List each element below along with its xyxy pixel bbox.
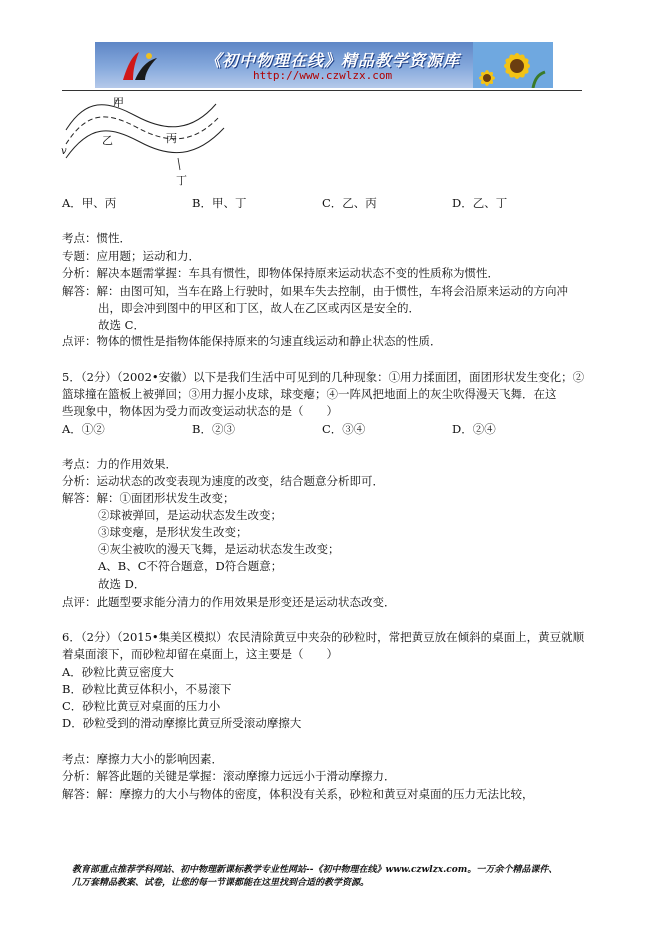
- label-yi: 乙: [102, 134, 113, 147]
- q6-kaodian: 考点：摩擦力大小的影响因素．: [62, 752, 223, 766]
- q4-kaodian: 考点：惯性．: [62, 231, 131, 245]
- sunflower-icon: [473, 42, 553, 88]
- q5-option-c: C．③④: [322, 422, 366, 436]
- header-banner: [95, 42, 553, 88]
- q6-option-d: D．砂粒受到的滑动摩擦比黄豆所受滚动摩擦大: [62, 716, 302, 730]
- road-edge-lower: [66, 128, 224, 158]
- road-edge-upper: [66, 104, 216, 130]
- q4-option-c: C．乙、丙: [322, 196, 377, 210]
- q6-stem-line1: 6．（2分）（2015•集美区模拟）农民清除黄豆中夹杂的砂粒时，常把黄豆放在倾斜的桌面上，黄豆就顺: [62, 630, 585, 644]
- footer-line2: 几万套精品教案、试卷，让您的每一节课都能在这里找到合适的教学资源。: [72, 878, 370, 888]
- q5-jieda-line5: A、B、C不符合题意，D符合题意；: [98, 559, 283, 573]
- q5-jieda-line3: ③球变瘪，是形状发生改变；: [98, 525, 248, 539]
- q5-stem-line2: 篮球撞在篮板上被弹回；③用力握小皮球，球变瘪；④一阵风把地面上的灰尘吹得漫天飞舞．在这: [62, 387, 557, 401]
- footer-line1: 教育部重点推荐学科网站、初中物理新课标教学专业性网站--《初中物理在线》www.czwlzx.com。一万余个精品课件、: [72, 865, 558, 875]
- logo-icon: [119, 48, 159, 84]
- q5-jieda-line2: ②球被弹回，是运动状态发生改变；: [98, 508, 282, 522]
- q6-option-c: C．砂粒比黄豆对桌面的压力小: [62, 699, 221, 713]
- q4-option-a: A．甲、丙: [62, 196, 117, 210]
- q5-stem-line3: 些现象中，物体因为受力而改变运动状态的是（ ）: [62, 404, 338, 418]
- q4-dianping: 点评：物体的惯性是指物体能保持原来的匀速直线运动和静止状态的性质．: [62, 334, 442, 348]
- q6-fenxi: 分析：解答此题的关键是掌握：滚动摩擦力远远小于滑动摩擦力．: [62, 769, 396, 783]
- road-diagram: [58, 92, 238, 192]
- q4-zhuanti: 专题：应用题；运动和力．: [62, 249, 200, 263]
- q6-option-a: A．砂粒比黄豆密度大: [62, 665, 174, 679]
- label-jia: 甲: [113, 96, 124, 109]
- q5-kaodian: 考点：力的作用效果．: [62, 457, 177, 471]
- q4-option-d: D．乙、丁: [452, 196, 508, 210]
- q5-fenxi: 分析：运动状态的改变表现为速度的改变，结合题意分析即可．: [62, 474, 384, 488]
- ding-pointer: [178, 158, 180, 170]
- q5-option-d: D．②④: [452, 422, 496, 436]
- q5-option-b: B．②③: [192, 422, 235, 436]
- q6-jieda-line1: 解答：解：摩擦力的大小与物体的密度，体积没有关系，砂粒和黄豆对桌面的压力无法比较，: [62, 787, 534, 801]
- label-v: v: [61, 146, 67, 157]
- header-rule: [62, 90, 582, 91]
- label-bing: 丙: [166, 132, 177, 145]
- q4-jieda-line1: 解答：解：由图可知，当车在路上行驶时，如果车失去控制，由于惯性，车将会沿原来运动的方向冲: [62, 284, 568, 298]
- q5-option-a: A．①②: [62, 422, 105, 436]
- q5-jieda-line4: ④灰尘被吹的漫天飞舞，是运动状态发生改变；: [98, 542, 340, 556]
- q5-stem-line1: 5．（2分）（2002•安徽）以下是我们生活中可见到的几种现象：①用力揉面团，面团形状发生变化；②: [62, 370, 585, 384]
- q4-fenxi: 分析：解决本题需掌握：车具有惯性，即物体保持原来运动状态不变的性质称为惯性．: [62, 266, 499, 280]
- q6-stem-line2: 着桌面滚下，而砂粒却留在桌面上，这主要是（ ）: [62, 647, 338, 661]
- banner-url: http://www.czwlzx.com: [253, 69, 393, 82]
- label-ding: 丁: [176, 174, 187, 187]
- q6-option-b: B．砂粒比黄豆体积小，不易滚下: [62, 682, 232, 696]
- q5-jieda-line6: 故选 D．: [98, 577, 146, 591]
- q4-jieda-line3: 故选 C．: [98, 318, 145, 332]
- banner-title: 《初中物理在线》精品教学资源库: [205, 51, 461, 70]
- q5-jieda-line1: 解答：解：①面团形状发生改变；: [62, 491, 235, 505]
- q5-dianping: 点评：此题型要求能分清力的作用效果是形变还是运动状态改变．: [62, 595, 396, 609]
- q4-jieda-line2: 出，即会冲到图中的甲区和丁区，故人在乙区或丙区是安全的．: [98, 301, 420, 315]
- q4-option-b: B．甲、丁: [192, 196, 247, 210]
